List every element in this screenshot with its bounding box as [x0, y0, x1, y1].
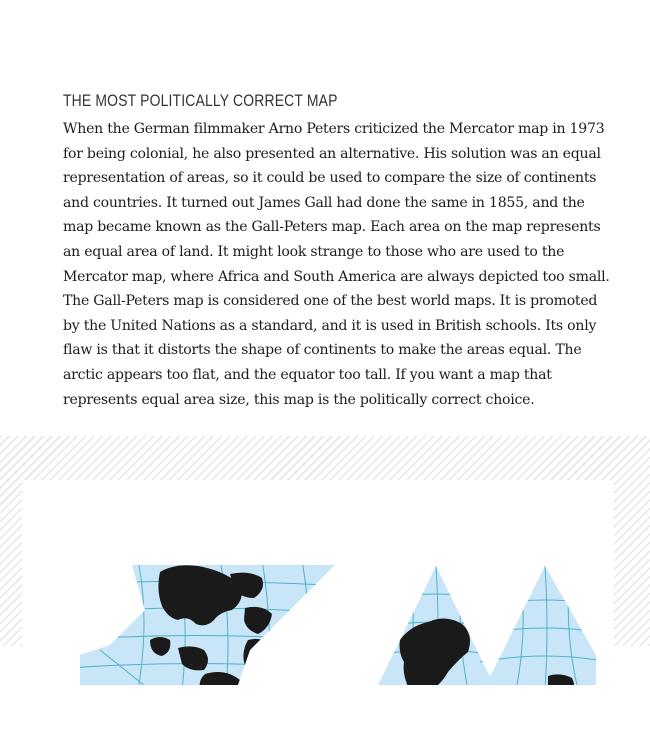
body-line: for being colonial, he also presented an alternative. His solution was an equal	[63, 145, 601, 162]
body-line: an equal area of land. It might look strange to those who are used to the	[63, 243, 565, 260]
body-line: represents equal area size, this map is the politically correct choice.	[63, 391, 535, 408]
body-line: Mercator map, where Africa and South America are always depicted too small.	[63, 268, 610, 285]
body-line: When the German filmmaker Arno Peters criticized the Mercator map in 1973	[63, 121, 605, 137]
article-heading: THE MOST POLITICALLY CORRECT MAP	[63, 91, 338, 110]
body-line: flaw is that it distorts the shape of continents to make the areas equal. The	[63, 342, 582, 359]
body-line: arctic appears too flat, and the equator too tall. If you want a map that	[63, 366, 552, 383]
body-line: by the United Nations as a standard, and it is used in British schools. Its only	[63, 317, 597, 334]
body-line: representation of areas, so it could be used to compare the size of continents	[63, 170, 597, 187]
body-line: map became known as the Gall-Peters map. Each area on the map represents	[63, 219, 601, 236]
body-line: and countries. It turned out James Gall had done the same in 1855, and the	[63, 194, 585, 211]
body-line: The Gall-Peters map is considered one of the best world maps. It is promoted	[63, 293, 598, 310]
ocean	[70, 555, 610, 695]
